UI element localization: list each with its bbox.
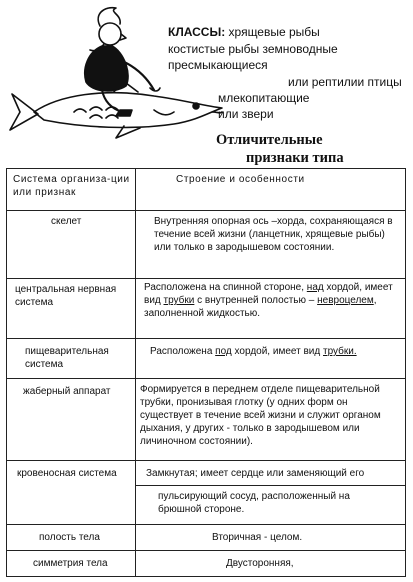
table-row — [7, 339, 406, 379]
underlined-word: под — [215, 346, 232, 357]
classes-line-5: млекопитающие — [218, 91, 310, 105]
classes-line-3: пресмыкающиеся — [168, 58, 268, 72]
row-desc: Вторичная - целом. — [212, 532, 303, 543]
underlined-word: невроцелем — [317, 295, 374, 306]
rider-body — [85, 46, 128, 91]
classes-line-2: костистые рыбы земноводные — [168, 42, 338, 56]
classes-line-1: КЛАССЫ: хрящевые рыбы — [168, 25, 320, 39]
row-system: симметрия тела — [33, 558, 108, 569]
row-desc: Внутренняя опорная ось –хорда, сохраняющаяся в течение всей жизни (ланцетник, хрящевые рыбы) или только в зародышевом состоянии. — [154, 216, 393, 253]
row-system: пищеварительная система — [25, 346, 109, 370]
row-system: жаберный аппарат — [23, 386, 111, 397]
rider-head — [99, 23, 121, 45]
classes-label: КЛАССЫ: — [168, 25, 226, 39]
underlined-word: трубки — [163, 295, 195, 306]
table-row — [7, 525, 406, 551]
row-system: центральная нервная система — [15, 284, 117, 308]
row-system: кровеносная система — [17, 468, 117, 479]
features-table — [6, 168, 406, 577]
fish-eye — [193, 103, 199, 109]
row-desc: Двусторонняя, — [226, 558, 294, 569]
table-row — [7, 211, 406, 279]
row-desc: Расположена на спинной стороне, над хордой, имеет вид трубки с внутренней полостью – невроцелем, заполненной жидкостью. — [144, 282, 393, 319]
title-line-1: Отличительные — [216, 132, 323, 148]
table-row — [7, 379, 406, 461]
row-desc: Формируется в переднем отделе пищеварительной трубки, пронизывая глотку (у одних форм он существует в течение всей жизни и служит органом дыхания, у других - только в зародышевом или личиночном состоянии). — [140, 384, 381, 447]
row-desc: Расположена под хордой, имеет вид трубки. — [150, 346, 357, 357]
table-row — [7, 279, 406, 339]
table-header-row — [7, 169, 406, 211]
table-row — [7, 551, 406, 577]
classes-line-6: или звери — [218, 107, 274, 121]
row-desc-1: Замкнутая; имеет сердце или заменяющий его — [136, 461, 405, 486]
title-line-2: признаки типа — [246, 150, 344, 166]
table-row — [7, 461, 406, 525]
row-desc-2: пульсирующий сосуд, расположенный на брюшной стороне. — [158, 491, 350, 515]
row-system: полость тела — [39, 532, 100, 543]
underlined-word: над — [306, 282, 324, 293]
header-cell-system: Система организа-ции или признак — [7, 169, 136, 211]
header-cell-structure: Строение и особенности — [136, 169, 406, 211]
underlined-word: трубки. — [323, 346, 357, 357]
classes-line-4: или рептилии птицы — [288, 75, 402, 89]
row-system: скелет — [51, 216, 82, 227]
